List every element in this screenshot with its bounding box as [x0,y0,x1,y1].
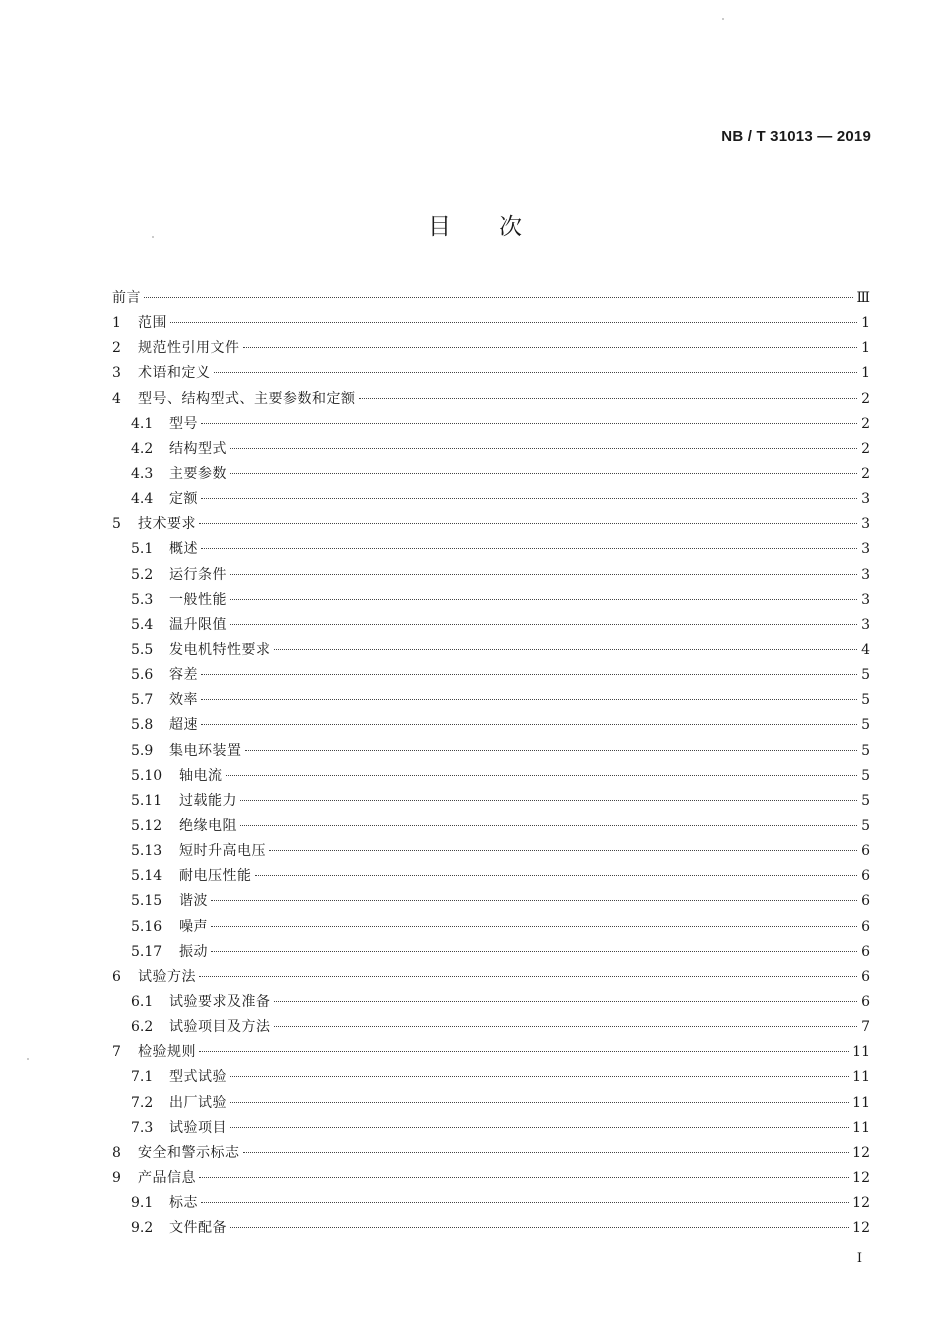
dot-leader [230,1102,849,1103]
dot-leader [170,322,857,323]
dot-leader [230,473,857,474]
toc-entry[interactable] [112,1167,870,1192]
dot-leader [201,724,857,725]
toc-entry-page: 12 [852,1169,870,1186]
toc-entry-number: 6.2 [131,1019,154,1036]
toc-entry[interactable] [112,1217,870,1242]
dot-leader [201,423,857,424]
toc-entry-page: 3 [861,616,870,633]
toc-entry-page: 11 [852,1119,870,1136]
toc-entry-page: 2 [861,465,870,482]
toc-entry-number: 8 [112,1144,121,1161]
dot-leader [274,649,858,650]
toc-entry-label: 标志 [169,1195,198,1212]
toc-entry-label: 噪声 [179,918,208,935]
toc-entry-number: 5.2 [131,566,154,583]
toc-entry-page: 5 [861,817,870,834]
toc-entry-number: 5.10 [131,767,163,784]
toc-entry-label: 范围 [138,315,167,332]
dot-leader [255,875,858,876]
toc-entry-page: 6 [861,893,870,910]
toc-entry-page: 6 [861,868,870,885]
dot-leader [211,926,857,927]
dot-leader [201,674,857,675]
dot-leader [243,1152,850,1153]
dot-leader [274,1026,858,1027]
scan-speck [722,18,724,20]
toc-entry-page: 6 [861,943,870,960]
toc-entry-number: 6.1 [131,993,154,1010]
toc-entry[interactable] [112,1066,870,1091]
toc-entry-label: 发电机特性要求 [169,641,271,658]
dot-leader [214,372,858,373]
toc-entry-page: 3 [861,566,870,583]
dot-leader [211,900,857,901]
toc-entry-page: 5 [861,792,870,809]
toc-entry[interactable] [112,890,870,915]
toc-entry-label: 试验要求及准备 [169,993,271,1010]
toc-entry[interactable] [112,714,870,739]
dot-leader [199,523,857,524]
toc-entry-page: 4 [861,641,870,658]
dot-leader [201,548,857,549]
toc-entry[interactable] [112,337,870,362]
toc-entry[interactable] [112,1192,870,1217]
toc-entry-number: 1 [112,315,121,332]
toc-entry-page: 3 [861,541,870,558]
toc-entry[interactable] [112,991,870,1016]
toc-entry[interactable] [112,815,870,840]
toc-entry-label: 谐波 [179,893,208,910]
toc-entry-number: 5.9 [131,742,154,759]
dot-leader [211,951,857,952]
toc-entry[interactable] [112,388,870,413]
table-of-contents [112,287,870,1242]
toc-entry[interactable] [112,916,870,941]
toc-entry[interactable] [112,765,870,790]
dot-leader [269,850,857,851]
toc-entry-number: 5 [112,516,121,533]
toc-entry-number: 4.4 [131,491,154,508]
toc-entry-number: 5.6 [131,667,154,684]
toc-entry-page: 6 [861,843,870,860]
toc-entry[interactable] [112,941,870,966]
toc-entry-page: 5 [861,717,870,734]
toc-entry-number: 5.12 [131,817,163,834]
toc-entry-page: 5 [861,667,870,684]
toc-entry-label: 运行条件 [169,566,227,583]
toc-entry-number: 7.1 [131,1069,154,1086]
toc-entry-label: 技术要求 [138,516,196,533]
toc-entry-label: 文件配备 [169,1220,227,1237]
dot-leader [199,976,857,977]
toc-entry-label: 前言 [112,290,141,306]
dot-leader [240,800,857,801]
toc-entry[interactable] [112,614,870,639]
toc-entry-label: 型号、结构型式、主要参数和定额 [138,390,356,407]
toc-entry-page: 2 [861,415,870,432]
dot-leader [274,1001,858,1002]
toc-entry-page: Ⅲ [856,290,870,306]
toc-entry-label: 试验项目 [169,1119,227,1136]
toc-entry[interactable] [112,840,870,865]
toc-entry-label: 试验项目及方法 [169,1019,271,1036]
toc-entry-number: 9.2 [131,1220,154,1237]
dot-leader [243,347,858,348]
toc-entry-page: 6 [861,993,870,1010]
toc-entry-number: 5.8 [131,717,154,734]
toc-entry-page: 5 [861,767,870,784]
toc-entry-label: 结构型式 [169,440,227,457]
toc-entry-number: 5.16 [131,918,163,935]
toc-entry[interactable] [112,589,870,614]
toc-entry-number: 6 [112,968,121,985]
toc-entry-label: 振动 [179,943,208,960]
toc-entry[interactable] [112,438,870,463]
toc-entry-page: 1 [861,315,870,332]
toc-entry-number: 7 [112,1044,121,1061]
page-number: I [856,1251,862,1266]
toc-entry-page: 12 [852,1220,870,1237]
toc-entry[interactable] [112,664,870,689]
dot-leader [201,699,857,700]
toc-entry-label: 规范性引用文件 [138,340,240,357]
toc-entry-label: 术语和定义 [138,365,211,382]
toc-entry-label: 安全和警示标志 [138,1144,240,1161]
toc-entry-number: 5.4 [131,616,154,633]
toc-entry[interactable] [112,1092,870,1117]
toc-entry-page: 3 [861,491,870,508]
toc-entry-page: 1 [861,340,870,357]
toc-entry-page: 6 [861,918,870,935]
toc-entry[interactable] [112,689,870,714]
toc-entry-number: 7.3 [131,1119,154,1136]
toc-entry[interactable] [112,966,870,991]
toc-entry-label: 定额 [169,491,198,508]
dot-leader [230,574,857,575]
page-title: 目次 [428,214,570,240]
toc-entry-label: 轴电流 [179,767,223,784]
toc-entry[interactable] [112,362,870,387]
toc-entry-label: 集电环装置 [169,742,242,759]
toc-entry-label: 试验方法 [138,968,196,985]
toc-entry-label: 主要参数 [169,465,227,482]
toc-entry-page: 2 [861,440,870,457]
dot-leader [199,1051,849,1052]
toc-entry-page: 11 [852,1094,870,1111]
toc-entry-page: 3 [861,516,870,533]
toc-entry-page: 3 [861,591,870,608]
dot-leader [230,1227,849,1228]
toc-entry-number: 5.15 [131,893,163,910]
toc-entry[interactable] [112,513,870,538]
toc-entry-number: 4 [112,390,121,407]
toc-entry[interactable] [112,790,870,815]
toc-entry-label: 概述 [169,541,198,558]
toc-entry[interactable] [112,740,870,765]
toc-entry[interactable] [112,287,870,312]
toc-entry-number: 5.17 [131,943,163,960]
toc-entry-number: 5.1 [131,541,154,558]
toc-entry[interactable] [112,1041,870,1066]
toc-entry-label: 超速 [169,717,198,734]
toc-entry-label: 出厂试验 [169,1094,227,1111]
toc-entry-label: 产品信息 [138,1169,196,1186]
dot-leader [199,1177,849,1178]
toc-entry-page: 12 [852,1144,870,1161]
toc-entry-label: 型式试验 [169,1069,227,1086]
toc-entry-page: 6 [861,968,870,985]
toc-entry-number: 5.3 [131,591,154,608]
toc-entry-label: 温升限值 [169,616,227,633]
dot-leader [230,1076,849,1077]
toc-entry-number: 7.2 [131,1094,154,1111]
toc-entry-number: 5.14 [131,868,163,885]
toc-entry[interactable] [112,865,870,890]
toc-entry-number: 5.11 [131,792,163,809]
toc-entry[interactable] [112,1142,870,1167]
dot-leader [144,297,853,298]
toc-entry-label: 检验规则 [138,1044,196,1061]
toc-entry-label: 短时升高电压 [179,843,266,860]
toc-entry-number: 3 [112,365,121,382]
toc-entry-page: 12 [852,1195,870,1212]
toc-entry[interactable] [112,463,870,488]
dot-leader [230,1127,849,1128]
dot-leader [230,624,857,625]
toc-entry-page: 7 [861,1019,870,1036]
dot-leader [230,448,857,449]
toc-entry-number: 4.2 [131,440,154,457]
toc-entry-label: 容差 [169,667,198,684]
toc-entry-label: 绝缘电阻 [179,817,237,834]
toc-entry[interactable] [112,564,870,589]
toc-entry-label: 过载能力 [179,792,237,809]
dot-leader [230,599,857,600]
dot-leader [226,775,858,776]
toc-entry-number: 9 [112,1169,121,1186]
toc-entry-number: 5.13 [131,843,163,860]
toc-entry[interactable] [112,488,870,513]
toc-entry-label: 耐电压性能 [179,868,252,885]
dot-leader [359,398,858,399]
toc-entry[interactable] [112,312,870,337]
toc-entry-number: 2 [112,340,121,357]
toc-entry-number: 5.7 [131,692,154,709]
toc-entry-page: 11 [852,1069,870,1086]
toc-entry-label: 型号 [169,415,198,432]
toc-entry-page: 2 [861,390,870,407]
dot-leader [201,1202,849,1203]
toc-entry-label: 效率 [169,692,198,709]
toc-entry-page: 11 [852,1044,870,1061]
toc-entry-number: 4.1 [131,415,154,432]
toc-entry-number: 4.3 [131,465,154,482]
standard-number: NB / T 31013 — 2019 [721,128,871,145]
toc-entry-number: 9.1 [131,1195,154,1212]
toc-entry[interactable] [112,538,870,563]
toc-entry-page: 5 [861,742,870,759]
toc-entry-number: 5.5 [131,641,154,658]
toc-entry[interactable] [112,1117,870,1142]
dot-leader [245,750,858,751]
toc-entry[interactable] [112,413,870,438]
scan-speck [27,1058,29,1060]
toc-entry-page: 5 [861,692,870,709]
dot-leader [240,825,857,826]
toc-entry[interactable] [112,639,870,664]
toc-entry-page: 1 [861,365,870,382]
scan-speck [152,236,154,238]
toc-entry[interactable] [112,1016,870,1041]
dot-leader [201,498,857,499]
toc-entry-label: 一般性能 [169,591,227,608]
